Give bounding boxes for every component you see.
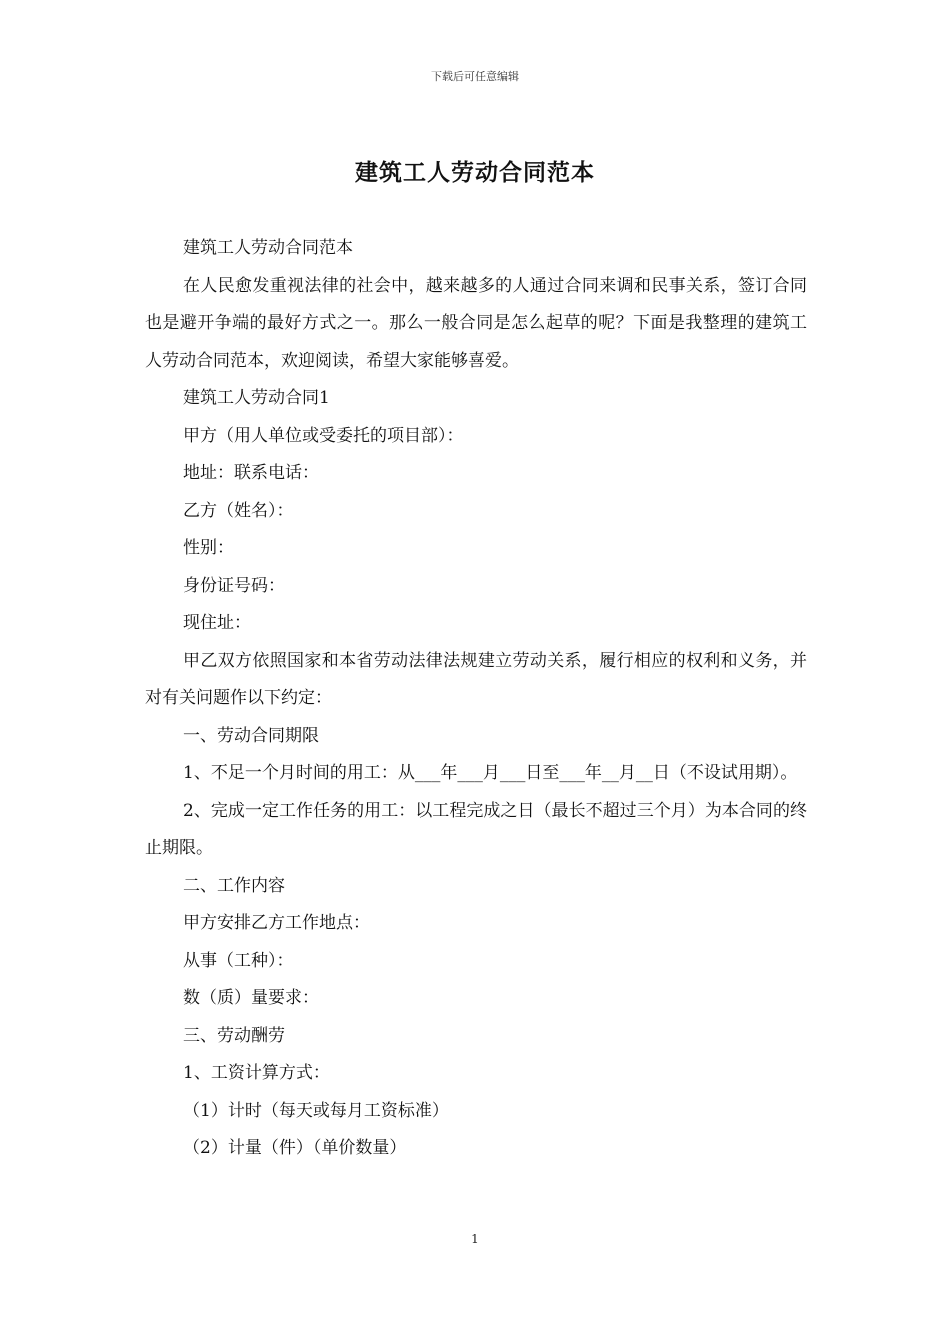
paragraph-pay-piece: （2）计量（件）（单价数量） <box>183 1138 407 1158</box>
paragraph-gender: 性别： <box>183 538 234 558</box>
paragraph-quality-requirement: 数（质）量要求： <box>183 988 319 1008</box>
paragraph-work-location: 甲方安排乙方工作地点： <box>183 913 370 933</box>
paragraph-id-number: 身份证号码： <box>183 575 285 596</box>
paragraph-work-type: 从事（工种）： <box>183 950 294 971</box>
section-heading-pay: 三、劳动酬劳 <box>183 1025 285 1046</box>
section-heading-term: 一、劳动合同期限 <box>183 725 319 746</box>
paragraph-pay-method: 1、工资计算方式： <box>183 1063 330 1083</box>
document-title: 建筑工人劳动合同范本 <box>355 159 595 186</box>
paragraph-current-address: 现住址： <box>183 613 251 633</box>
paragraph-pay-hourly: （1）计时（每天或每月工资标准） <box>183 1100 449 1121</box>
document-body <box>145 230 807 1168</box>
paragraph-term-1: 1、不足一个月时间的用工：从___年___月___日至___年__月__日（不设试用期）。 <box>183 763 798 783</box>
paragraph-term-2: 2、完成一定工作任务的用工：以工程完成之日（最长不超过三个月）为本合同的终止期限。 <box>145 800 807 858</box>
page-number: 1 <box>471 1232 479 1246</box>
header-note: 下载后可任意编辑 <box>431 70 519 83</box>
paragraph-agreement: 甲乙双方依照国家和本省劳动法律法规建立劳动关系，履行相应的权利和义务，并对有关问题作以下约定： <box>145 650 807 708</box>
paragraph-party-a: 甲方（用人单位或受委托的项目部）： <box>183 425 464 446</box>
paragraph-intro: 在人民愈发重视法律的社会中，越来越多的人通过合同来调和民事关系，签订合同也是避开争端的最好方式之一。那么一般合同是怎么起草的呢？下面是我整理的建筑工人劳动合同范本，欢迎阅读，希望大家能够喜爱。 <box>145 275 807 371</box>
paragraph-subtitle: 建筑工人劳动合同范本 <box>183 238 353 258</box>
section-heading-work: 二、工作内容 <box>183 875 285 896</box>
paragraph-address-phone: 地址：联系电话： <box>183 463 319 483</box>
paragraph-contract-heading: 建筑工人劳动合同1 <box>183 388 330 408</box>
paragraph-party-b: 乙方（姓名）： <box>183 500 294 521</box>
